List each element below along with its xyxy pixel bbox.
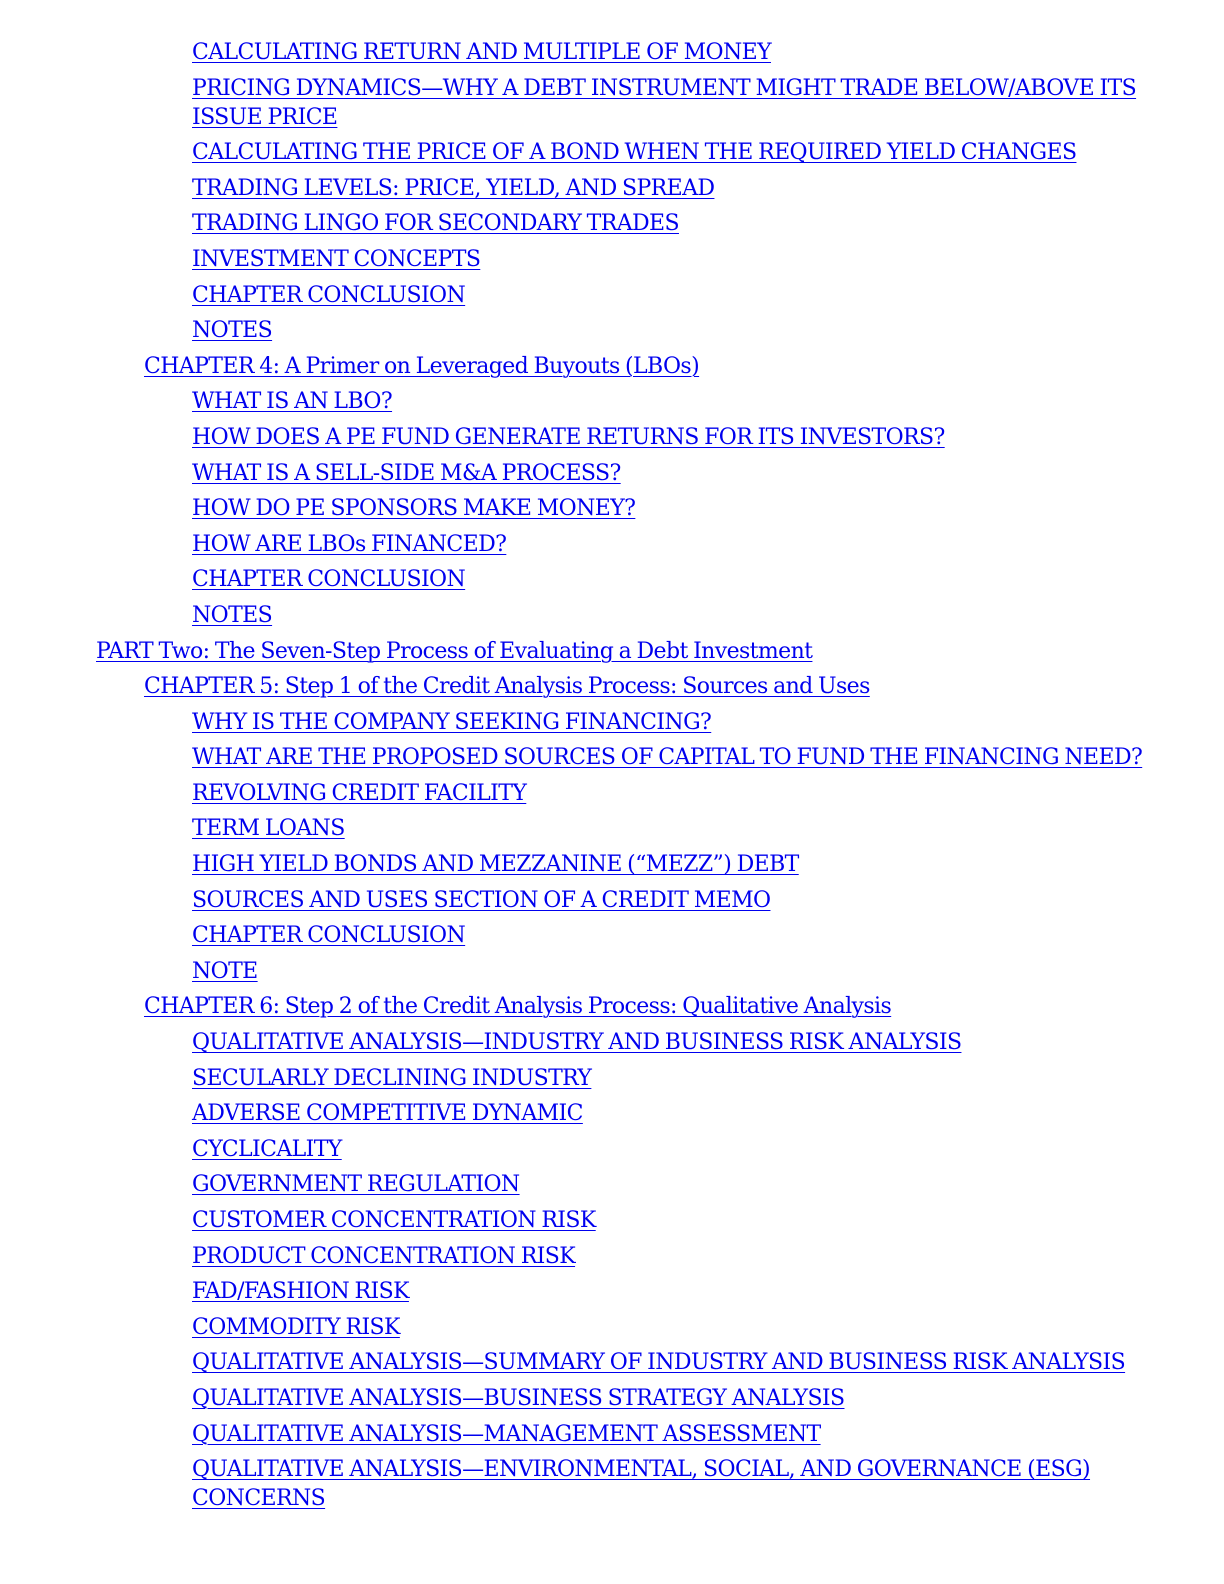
toc-part-link[interactable]: PART Two: The Seven-Step Process of Evaluating a Debt Investment: [96, 638, 813, 664]
toc-link[interactable]: WHAT ARE THE PROPOSED SOURCES OF CAPITAL TO FUND THE FINANCING NEED?: [192, 745, 1143, 771]
toc-link[interactable]: CHAPTER CONCLUSION: [192, 567, 466, 593]
toc-link[interactable]: PRICING DYNAMICS—WHY A DEBT INSTRUMENT MIGHT TRADE BELOW/ABOVE ITS ISSUE PRICE: [192, 75, 1137, 130]
toc-link[interactable]: GOVERNMENT REGULATION: [192, 1172, 520, 1198]
toc-link[interactable]: NOTES: [192, 318, 273, 344]
toc-link[interactable]: CUSTOMER CONCENTRATION RISK: [192, 1208, 596, 1233]
toc-link[interactable]: FAD/FASHION RISK: [192, 1279, 409, 1305]
toc-link[interactable]: HOW DO PE SPONSORS MAKE MONEY?: [192, 496, 636, 522]
toc-link[interactable]: CHAPTER CONCLUSION: [192, 923, 466, 949]
toc-link[interactable]: TERM LOANS: [192, 816, 345, 842]
toc-link[interactable]: WHAT IS A SELL-SIDE M&A PROCESS?: [192, 460, 621, 486]
toc-link[interactable]: HOW DOES A PE FUND GENERATE RETURNS FOR ITS INVESTORS?: [192, 424, 945, 450]
toc-link[interactable]: ADVERSE COMPETITIVE DYNAMIC: [192, 1101, 583, 1127]
toc-link[interactable]: QUALITATIVE ANALYSIS—SUMMARY OF INDUSTRY AND BUSINESS RISK ANALYSIS: [192, 1350, 1126, 1376]
toc-link[interactable]: CYCLICALITY: [192, 1136, 342, 1162]
toc-link[interactable]: SECULARLY DECLINING INDUSTRY: [192, 1065, 592, 1091]
toc-chapter-link[interactable]: CHAPTER 6: Step 2 of the Credit Analysis Process: Qualitative Analysis: [144, 994, 892, 1020]
toc-chapter-link[interactable]: CHAPTER 5: Step 1 of the Credit Analysis Process: Sources and Uses: [144, 674, 870, 700]
toc-link[interactable]: CALCULATING THE PRICE OF A BOND WHEN THE REQUIRED YIELD CHANGES: [192, 140, 1077, 166]
toc-link[interactable]: WHAT IS AN LBO?: [192, 389, 393, 415]
toc-link[interactable]: NOTES: [192, 602, 273, 628]
toc-chapter-link[interactable]: CHAPTER 4: A Primer on Leveraged Buyouts (LBOs): [144, 353, 700, 379]
toc-link[interactable]: SOURCES AND USES SECTION OF A CREDIT MEMO: [192, 887, 771, 913]
toc-link[interactable]: PRODUCT CONCENTRATION RISK: [192, 1243, 576, 1269]
toc-link[interactable]: CHAPTER CONCLUSION: [192, 282, 466, 308]
toc-link[interactable]: TRADING LEVELS: PRICE, YIELD, AND SPREAD: [192, 175, 715, 201]
toc-link[interactable]: QUALITATIVE ANALYSIS—INDUSTRY AND BUSINESS RISK ANALYSIS: [192, 1030, 962, 1056]
toc-link[interactable]: QUALITATIVE ANALYSIS—ENVIRONMENTAL, SOCIAL, AND GOVERNANCE (ESG) CONCERNS: [192, 1457, 1091, 1512]
toc-link[interactable]: HIGH YIELD BONDS AND MEZZANINE (“MEZZ”) DEBT: [192, 852, 799, 878]
toc-link[interactable]: COMMODITY RISK: [192, 1314, 400, 1340]
toc-link[interactable]: NOTE: [192, 958, 258, 984]
toc-link[interactable]: REVOLVING CREDIT FACILITY: [192, 780, 527, 806]
toc-link[interactable]: CALCULATING RETURN AND MULTIPLE OF MONEY: [192, 40, 771, 65]
toc-link[interactable]: QUALITATIVE ANALYSIS—BUSINESS STRATEGY ANALYSIS: [192, 1385, 845, 1411]
toc-link[interactable]: TRADING LINGO FOR SECONDARY TRADES: [192, 211, 679, 237]
toc-link[interactable]: WHY IS THE COMPANY SEEKING FINANCING?: [192, 709, 712, 735]
toc-link[interactable]: QUALITATIVE ANALYSIS—MANAGEMENT ASSESSMENT: [192, 1421, 821, 1447]
toc-link[interactable]: INVESTMENT CONCEPTS: [192, 246, 481, 272]
toc-link[interactable]: HOW ARE LBOs FINANCED?: [192, 531, 507, 557]
table-of-contents: [0, 38, 1224, 1520]
